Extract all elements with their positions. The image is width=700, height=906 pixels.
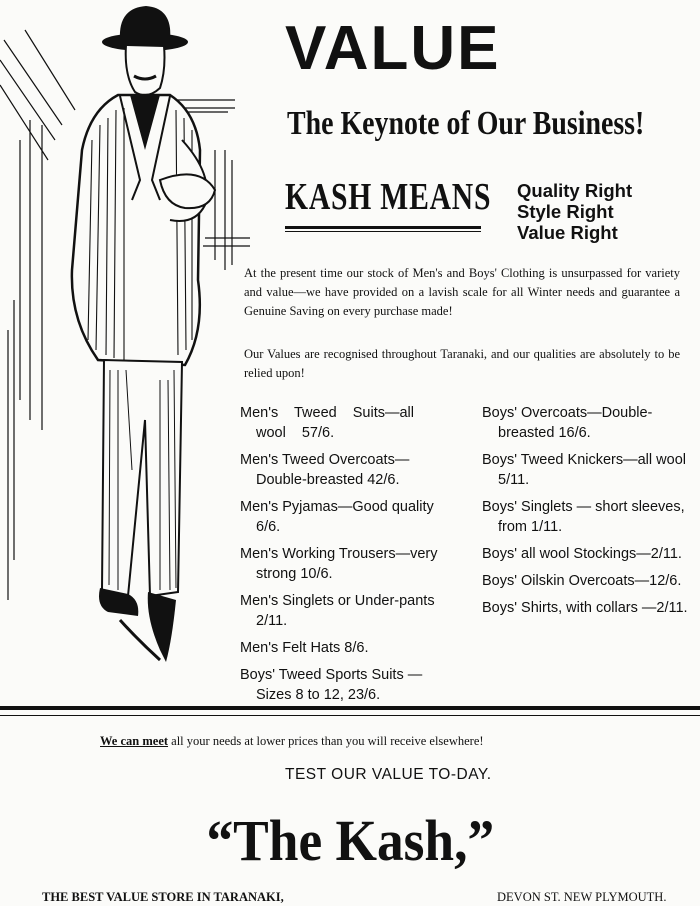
kash-underline	[285, 226, 481, 229]
price-item: Men's Singlets or Under-pants 2/11.	[240, 593, 435, 629]
face	[126, 45, 165, 95]
store-tagline: THE BEST VALUE STORE IN TARANAKI,	[42, 890, 284, 904]
headline-subtitle: The Keynote of Our Business!	[287, 105, 645, 142]
quality-item: Value Right	[517, 222, 618, 243]
store-name	[0, 808, 700, 873]
gentleman-illustration	[0, 0, 262, 690]
kash-underline-thin	[285, 231, 481, 232]
qualities-list	[517, 180, 632, 243]
store-name-text: “The Kash,”	[206, 808, 494, 873]
price-item: Boys' Singlets — short sleeves, from 1/11.	[482, 499, 685, 535]
price-item: Boys' Tweed Knickers—all wool 5/11.	[482, 452, 686, 488]
bowler-hat	[102, 6, 188, 51]
test-value-line: TEST OUR VALUE TO-DAY.	[285, 766, 492, 783]
left-shoe	[99, 588, 138, 616]
meet-needs-line	[100, 734, 484, 749]
price-item: Men's Tweed Overcoats—Double-breasted 42/6.	[240, 452, 410, 488]
quality-item: Quality Right	[517, 180, 633, 201]
price-item: Men's Tweed Suits—all wool 57/6.	[240, 405, 414, 441]
price-item: Boys' Overcoats—Double-breasted 16/6.	[482, 405, 653, 441]
price-item: Boys' Shirts, with collars —2/11.	[482, 600, 688, 616]
meet-emphasis: We can meet	[100, 734, 169, 748]
section-divider-thick	[0, 706, 700, 710]
headline-title: VALUE	[285, 14, 501, 83]
jacket	[72, 95, 200, 365]
price-item: Men's Felt Hats 8/6.	[240, 640, 369, 656]
intro-paragraph: At the present time our stock of Men's and Boys' Clothing is unsurpassed for variety and value—we have provided on a lavish scale for all Winter needs and guarantee a Genuine Saving on every purchase made!	[244, 266, 680, 318]
store-address: DEVON ST. NEW PLYMOUTH.	[497, 890, 667, 904]
price-item: Men's Pyjamas—Good quality 6/6.	[240, 499, 434, 535]
price-item: Boys' Tweed Sports Suits —Sizes 8 to 12, 23/6.	[240, 667, 423, 703]
section-divider-thin	[0, 715, 700, 716]
mens-price-list	[240, 403, 452, 712]
price-item: Men's Working Trousers—very strong 10/6.	[240, 546, 438, 582]
kash-means-label: KASH MEANS	[285, 176, 492, 218]
meet-rest: all your needs at lower prices than you will receive elsewhere!	[168, 734, 484, 748]
quality-item: Style Right	[517, 201, 614, 222]
price-item: Boys' all wool Stockings—2/11.	[482, 546, 682, 562]
boys-price-list	[482, 403, 692, 625]
values-paragraph: Our Values are recognised throughout Taranaki, and our qualities are absolutely to be relied upon!	[244, 347, 680, 380]
price-item: Boys' Oilskin Overcoats—12/6.	[482, 573, 682, 589]
